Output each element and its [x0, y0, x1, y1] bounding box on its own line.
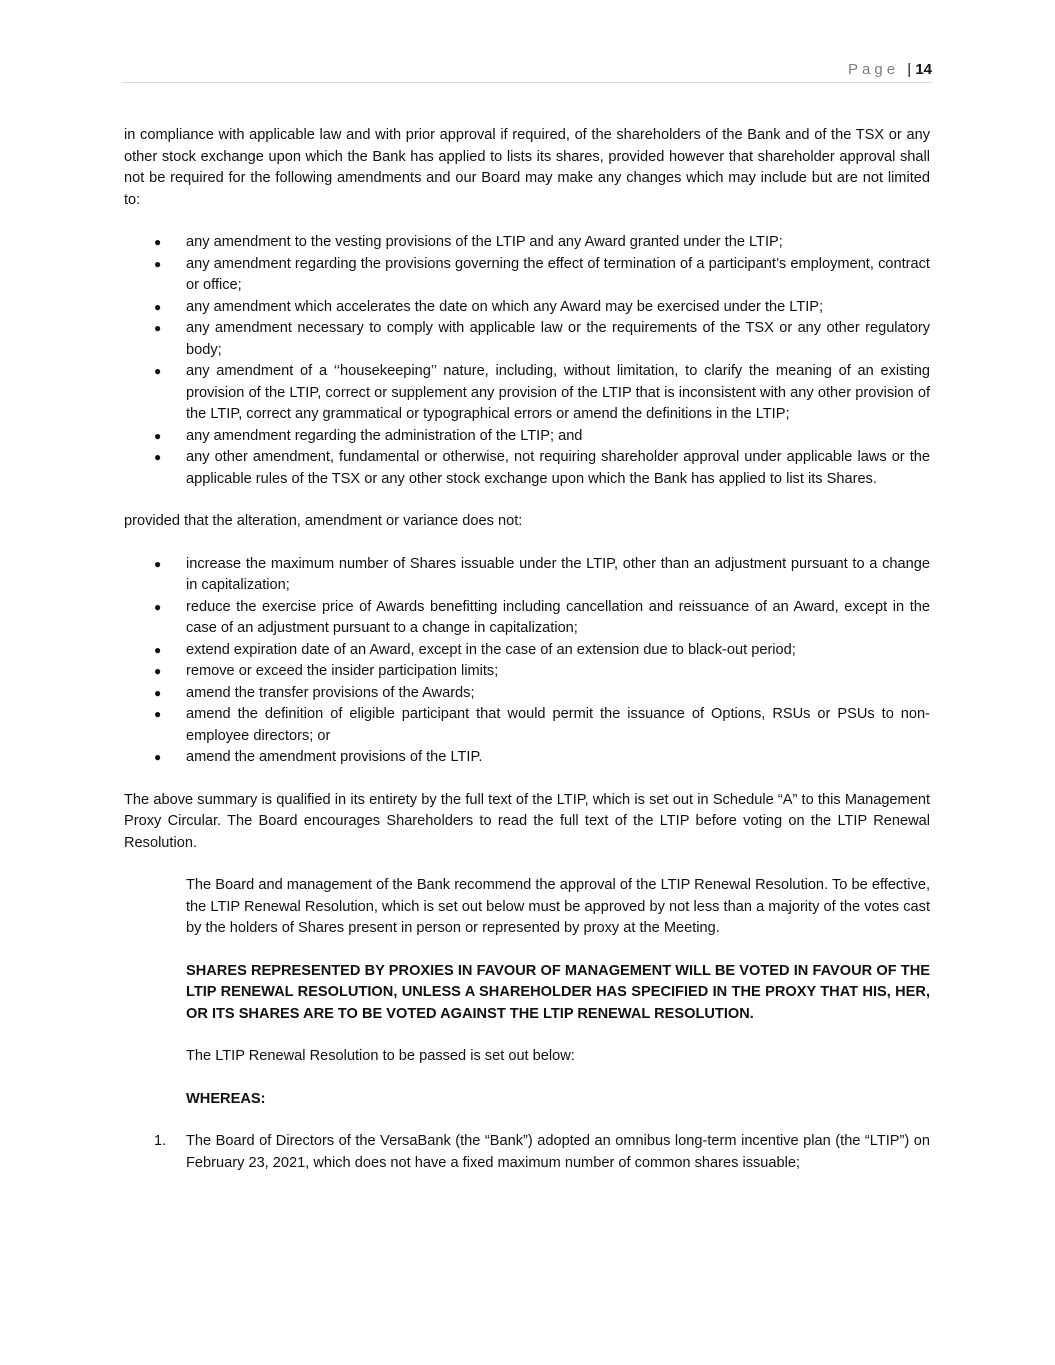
bullet-icon: ● — [154, 685, 162, 700]
list-item — [124, 254, 930, 297]
list-item — [124, 747, 930, 769]
document-body — [124, 125, 930, 1174]
bullet-icon: ● — [154, 235, 162, 249]
list-item-text: remove or exceed the insider participation limits; — [186, 663, 499, 679]
list-item-text: any other amendment, fundamental or otherwise, not requiring shareholder approval under applicable laws or the applicable rules of the TSX or any other stock exchange upon which the Bank has applied to list its Shares. — [186, 449, 930, 487]
page-number: 14 — [915, 61, 932, 78]
whereas-list — [124, 1131, 930, 1174]
list-item-text: reduce the exercise price of Awards benefitting including cancellation and reissuance of an Award, except in the case of an adjustment pursuant to a change in capitalization; — [186, 598, 930, 636]
list-item — [124, 554, 930, 597]
list-item — [124, 661, 930, 683]
bullet-icon: ● — [154, 428, 162, 443]
list-item — [124, 1131, 930, 1174]
bullet-icon: ● — [154, 750, 162, 764]
restrictions-list — [124, 554, 930, 769]
resolution-intro: The LTIP Renewal Resolution to be passed is set out below: — [186, 1048, 575, 1064]
list-item-text: any amendment regarding the provisions governing the effect of termination of a participant’s employment, contract or office; — [186, 255, 930, 293]
list-item — [124, 704, 930, 747]
bullet-icon: ● — [154, 556, 162, 571]
list-item — [124, 426, 930, 448]
list-item-text: any amendment which accelerates the date on which any Award may be exercised under the LTIP; — [186, 298, 824, 315]
list-item-text: amend the transfer provisions of the Awards; — [186, 684, 475, 701]
bullet-icon: ● — [154, 321, 162, 335]
intro-paragraph: in compliance with applicable law and with prior approval if required, of the shareholders of the Bank and of the TSX or any other stock exchange upon which the Bank has applied to lists its shares, provided however that shareholder approval shall not be required for the following amendments and our Board may make any changes which may include but are not limited to: — [124, 127, 930, 208]
list-item — [124, 318, 930, 361]
recommend-paragraph: The Board and management of the Bank recommend the approval of the LTIP Renewal Resolution. To be effective, the LTIP Renewal Resolution, which is set out below must be approved by not less than a majority of the votes cast by the holders of Shares present in person or represented by proxy at the Meeting. — [186, 877, 930, 936]
list-item — [124, 640, 930, 662]
bullet-icon: ● — [154, 299, 162, 314]
list-item — [124, 232, 930, 254]
list-item-text: increase the maximum number of Shares issuable under the LTIP, other than an adjustment pursuant to a change in capitalization; — [186, 555, 930, 593]
list-item-text: The Board of Directors of the VersaBank (the “Bank”) adopted an omnibus long-term incentive plan (the “LTIP”) on February 23, 2021, which does not have a fixed maximum number of common shares issuable; — [186, 1133, 930, 1171]
bullet-icon: ● — [154, 664, 162, 678]
bullet-icon: ● — [154, 364, 162, 378]
whereas-heading: WHEREAS: — [186, 1090, 266, 1107]
bullet-icon: ● — [154, 707, 162, 721]
page-label: Page — [848, 61, 900, 78]
voting-notice-paragraph: SHARES REPRESENTED BY PROXIES IN FAVOUR OF MANAGEMENT WILL BE VOTED IN FAVOUR OF THE LTIP RENEWAL RESOLUTION, UNLESS A SHAREHOLDER HAS SPECIFIED IN THE PROXY THAT HIS, HER, OR ITS SHARES ARE TO BE VOTED AGAINST THE LTIP RENEWAL RESOLUTION. — [186, 962, 930, 1022]
bullet-icon: ● — [154, 256, 162, 271]
summary-paragraph: The above summary is qualified in its entirety by the full text of the LTIP, which is set out in Schedule “A” to this Management Proxy Circular. The Board encourages Shareholders to read the full text of the LTIP before voting on the LTIP Renewal Resolution. — [124, 791, 930, 851]
provided-paragraph: provided that the alteration, amendment or variance does not: — [124, 513, 523, 529]
list-item — [124, 597, 930, 640]
list-item — [124, 683, 930, 705]
list-item — [124, 297, 930, 319]
list-item-text: any amendment necessary to comply with applicable law or the requirements of the TSX or any other regulatory body; — [186, 320, 930, 358]
list-item — [124, 447, 930, 490]
list-item-text: any amendment to the vesting provisions of the LTIP and any Award granted under the LTIP; — [186, 234, 783, 250]
page-separator: | — [907, 61, 912, 78]
list-item-text: any amendment regarding the administration of the LTIP; and — [186, 427, 583, 444]
item-number: 1. — [154, 1133, 167, 1149]
list-item — [124, 361, 930, 426]
amendments-list — [124, 232, 930, 490]
bullet-icon: ● — [154, 450, 162, 464]
list-item-text: any amendment of a ‘‘housekeeping’’ nature, including, without limitation, to clarify the meaning of an existing provision of the LTIP, correct or supplement any provision of the LTIP that is inconsistent with any other provision of the LTIP, correct any grammatical or typographical errors or amend the definitions in the LTIP; — [186, 363, 930, 422]
list-item-text: extend expiration date of an Award, except in the case of an extension due to black-out period; — [186, 641, 796, 658]
list-item-text: amend the definition of eligible participant that would permit the issuance of Options, RSUs or PSUs to non-employee directors; or — [186, 706, 930, 744]
list-item-text: amend the amendment provisions of the LTIP. — [186, 749, 483, 765]
bullet-icon: ● — [154, 642, 162, 657]
page-header — [122, 60, 932, 83]
bullet-icon: ● — [154, 599, 162, 614]
